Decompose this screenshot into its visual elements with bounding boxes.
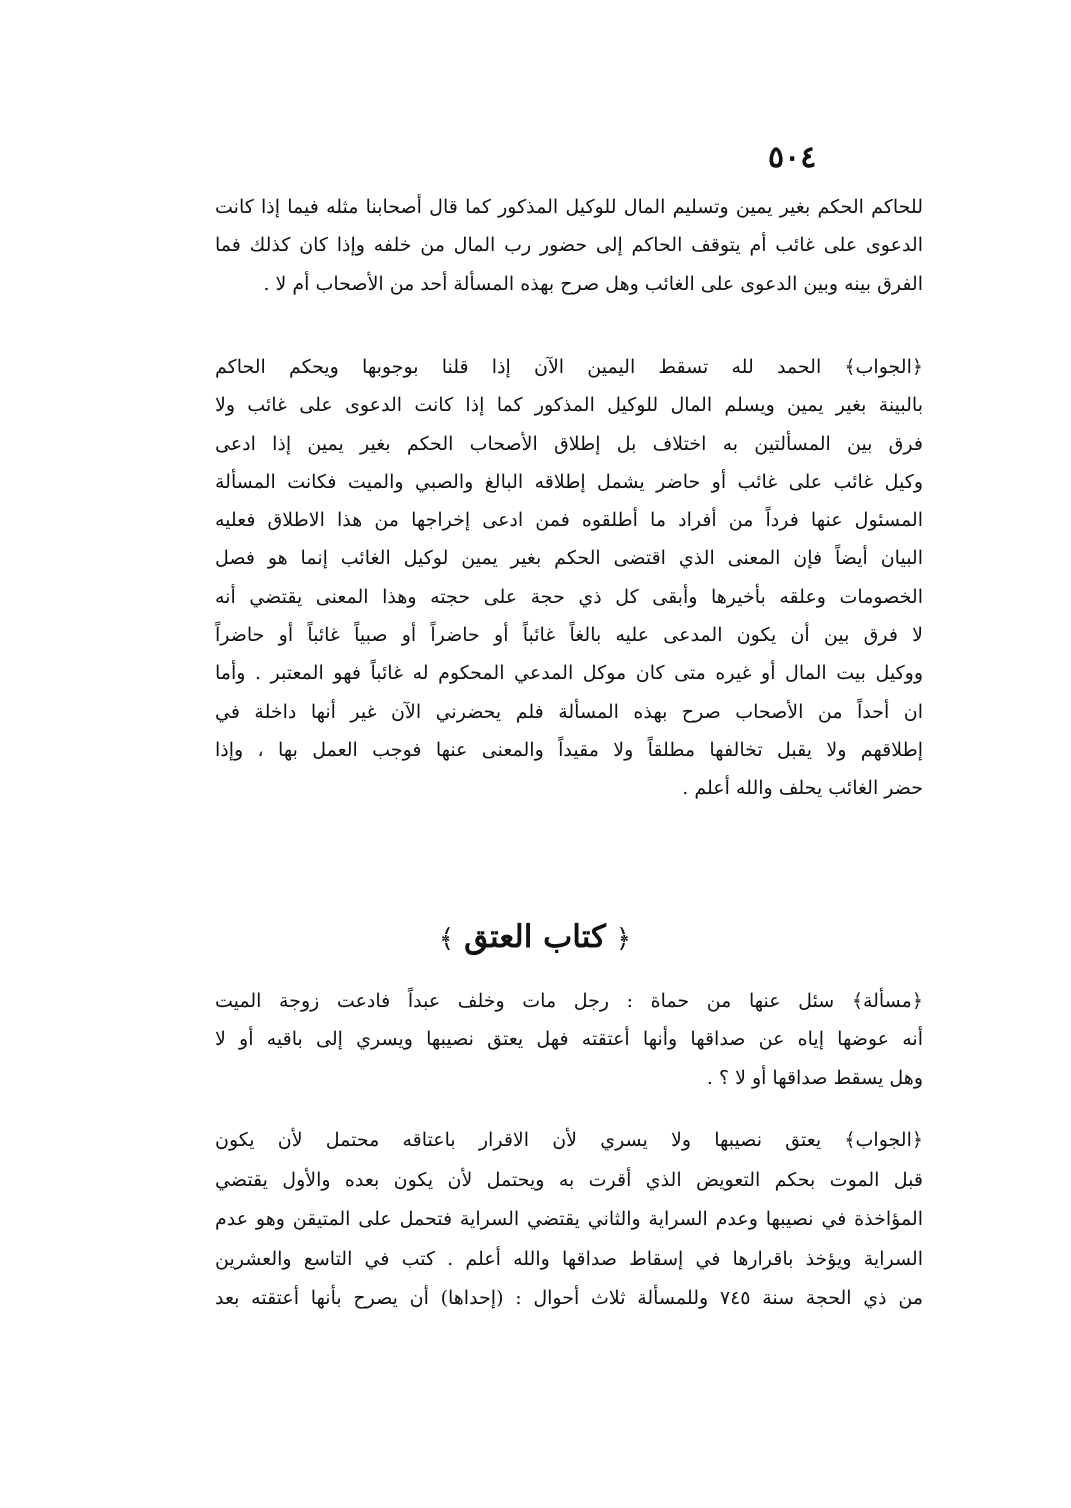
text-line: ﴿الجواب﴾ يعتق نصيبها ولا يسري لأن الاقرار باعتاقه محتمل لأن يكون [215,1129,923,1151]
text-line: قبل الموت بحكم التعويض الذي أقرت به ويحتمل لأن يكون بعده والأول يقتضي [215,1168,923,1191]
text-line: المسئول عنها فرداً من أفراد ما أطلقوه فمن ادعى إخراجها من هذا الاطلاق فعليه [215,509,923,532]
ornament-bracket-left: ﴾ [438,924,455,954]
text-line: ﴿الجواب﴾ الحمد لله تسقط اليمين الآن إذا قلنا بوجوبها ويحكم الحاكم [215,356,923,378]
text-line: فرق بين المسألتين به اختلاف بل إطلاق الأصحاب الحكم بغير يمين إذا ادعى [215,432,923,455]
text-line: لا فرق بين أن يكون المدعى عليه بالغاً غائباً أو حاضراً أو صبياً غائباً أو حاضراً [215,624,923,647]
text-line: ووكيل بيت المال أو غيره متى كان موكل المدعي المحكوم له غائباً فهو المعتبر . وأما [215,662,923,685]
text-line: ﴿مسألة﴾ سئل عنها من حماة : رجل مات وخلف عبداً فادعت زوجة الميت [215,990,923,1012]
text-line: للحاكم الحكم بغير يمين وتسليم المال للوكيل المذكور كما قال أصحابنا مثله فيما إذا كانت [215,196,923,218]
text-line: البيان أيضاً فإن المعنى الذي اقتضى الحكم بغير يمين لوكيل الغائب إنما هو فصل [215,547,923,570]
text-line: وهل يسقط صداقها أو لا ؟ . [706,1066,923,1089]
chapter-title: كتاب العتق [464,919,606,955]
text-line: حضر الغائب يحلف والله أعلم . [682,777,923,800]
text-line: السراية ويؤخذ باقرارها في إسقاط صداقها والله أعلم . كتب في التاسع والعشرين [215,1247,923,1270]
text-line: ان أحداً من الأصحاب صرح بهذه المسألة فلم يحضرني الآن غير أنها داخلة في [215,700,923,723]
ornament-bracket-right: ﴿ [615,924,632,954]
question-paragraph [215,982,923,1097]
text-line: الفرق بينه وبين الدعوى على الغائب وهل صرح بهذه المسألة أحد من الأصحاب أم لا . [263,272,923,295]
text-line: من ذي الحجة سنة ٧٤٥ وللمسألة ثلاث أحوال : (إحداها) أن يصرح بأنها أعتقته بعد [215,1287,923,1309]
text-line: الدعوى على غائب أم يتوقف الحاكم إلى حضور رب المال من خلفه وإذا كان كذلك فما [215,234,923,257]
text-line: الخصومات وعلقه بأخيرها وأبقى كل ذي حجة على حجته وهذا المعنى يقتضي أنه [215,585,923,608]
text-line: أنه عوضها إياه عن صداقها وأنها أعتقته فهل يعتق نصيبها ويسري إلى باقيه أو لا [215,1028,923,1051]
text-line: المؤاخذة في نصيبها وعدم السراية والثاني يقتضي السراية فتحمل على المتيقن وهو عدم [215,1208,923,1230]
text-line: إطلاقهم ولا يقبل تخالفها مطلقاً ولا مقيداً والمعنى عنها فوجب العمل بها ، وإذا [215,738,923,761]
text-line: بالبينة بغير يمين ويسلم المال للوكيل المذكور كما إذا كانت الدعوى على غائب ولا [215,394,923,417]
text-line: وكيل غائب على غائب أو حاضر يشمل إطلاقه البالغ والصبي والميت فكانت المسألة [215,470,923,493]
answer-paragraph [215,1121,923,1319]
chapter-heading [400,907,670,967]
answer-paragraph [215,348,923,808]
question-paragraph [215,188,923,303]
page-number: ٥٠٤ [768,140,817,175]
